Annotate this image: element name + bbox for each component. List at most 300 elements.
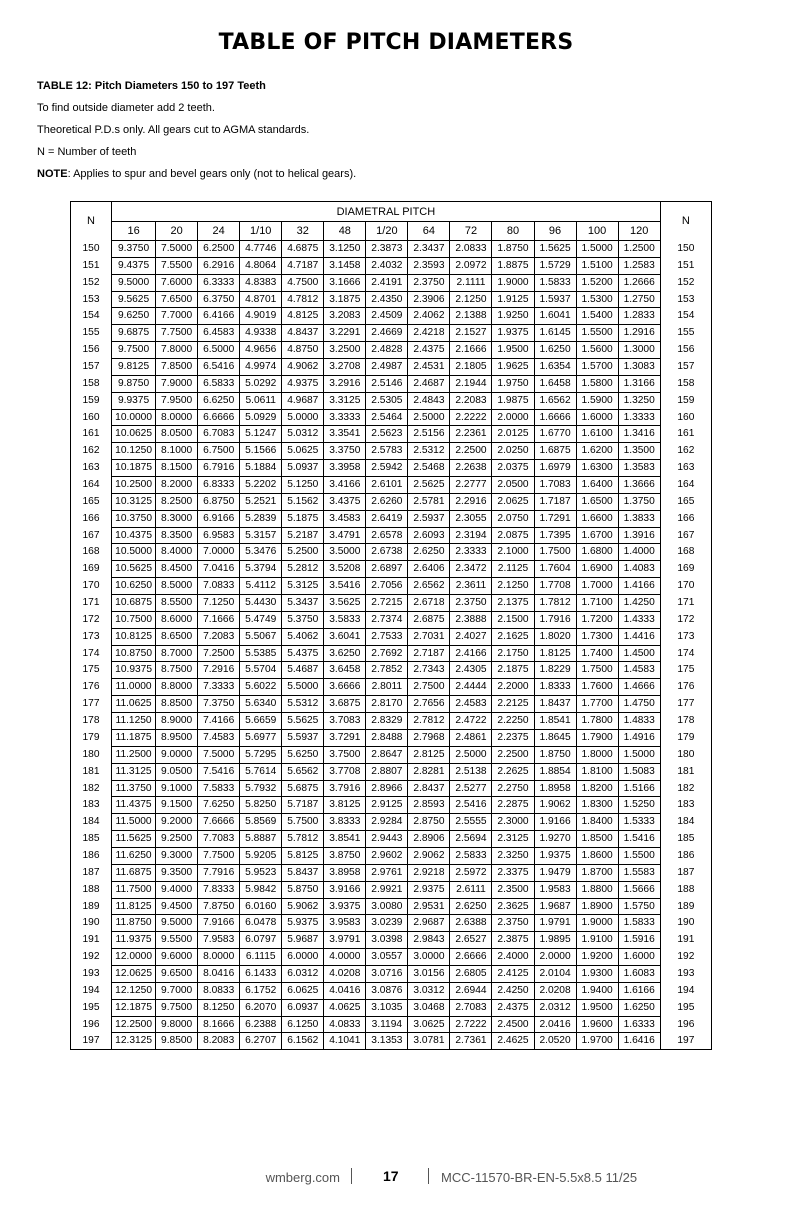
teeth-count-cell: 196	[71, 1016, 112, 1033]
table-row	[71, 578, 712, 595]
pitch-diameter-cell: 2.5000	[408, 409, 450, 426]
pitch-diameter-cell: 6.1562	[282, 1033, 324, 1050]
table-row	[71, 392, 712, 409]
pitch-diameter-cell: 5.4112	[240, 578, 282, 595]
teeth-count-cell: 190	[660, 915, 711, 932]
teeth-count-cell: 191	[71, 932, 112, 949]
pitch-diameter-cell: 2.0833	[450, 241, 492, 258]
pitch-diameter-cell: 9.4000	[156, 881, 198, 898]
pitch-diameter-cell: 2.6419	[366, 510, 408, 527]
pitch-diameter-cell: 7.0000	[198, 544, 240, 561]
table-row	[71, 527, 712, 544]
pitch-diameter-cell: 1.8400	[576, 814, 618, 831]
table-title: TABLE 12: Pitch Diameters 150 to 197 Teeth	[37, 80, 266, 92]
n-header-right: N	[660, 202, 711, 241]
pitch-diameter-cell: 1.3500	[618, 443, 660, 460]
pitch-diameter-cell: 2.0000	[534, 949, 576, 966]
pitch-diameter-cell: 4.7746	[240, 241, 282, 258]
pitch-diameter-cell: 2.3750	[408, 274, 450, 291]
pitch-column-header: 1/10	[240, 222, 282, 241]
pitch-diameter-cell: 6.2707	[240, 1033, 282, 1050]
pitch-diameter-cell: 2.5138	[450, 763, 492, 780]
pitch-diameter-cell: 1.6416	[618, 1033, 660, 1050]
pitch-diameter-cell: 7.3750	[198, 696, 240, 713]
teeth-count-cell: 195	[71, 999, 112, 1016]
pitch-diameter-cell: 2.5555	[450, 814, 492, 831]
pitch-diameter-cell: 2.9602	[366, 847, 408, 864]
footer-divider	[428, 1168, 429, 1184]
pitch-diameter-cell: 11.1250	[112, 713, 156, 730]
table-row	[71, 949, 712, 966]
pitch-diameter-cell: 2.9443	[366, 831, 408, 848]
pitch-diameter-cell: 1.9875	[492, 392, 534, 409]
pitch-diameter-cell: 5.5312	[282, 696, 324, 713]
pitch-diameter-cell: 2.4843	[408, 392, 450, 409]
pitch-diameter-cell: 10.8750	[112, 645, 156, 662]
pitch-diameter-cell: 1.4583	[618, 662, 660, 679]
teeth-count-cell: 177	[660, 696, 711, 713]
pitch-diameter-cell: 1.9250	[492, 308, 534, 325]
pitch-diameter-cell: 2.7215	[366, 595, 408, 612]
table-row	[71, 797, 712, 814]
pitch-diameter-cell: 11.8750	[112, 915, 156, 932]
teeth-count-cell: 175	[71, 662, 112, 679]
pitch-diameter-cell: 2.6897	[366, 561, 408, 578]
pitch-diameter-cell: 1.5000	[576, 241, 618, 258]
pitch-diameter-cell: 3.1194	[366, 1016, 408, 1033]
pitch-diameter-cell: 6.1433	[240, 965, 282, 982]
pitch-diameter-cell: 2.3055	[450, 510, 492, 527]
pitch-diameter-cell: 2.5468	[408, 460, 450, 477]
teeth-count-cell: 169	[71, 561, 112, 578]
pitch-diameter-cell: 2.8437	[408, 780, 450, 797]
pitch-diameter-cell: 11.4375	[112, 797, 156, 814]
pitch-diameter-cell: 5.4430	[240, 595, 282, 612]
pitch-diameter-cell: 10.9375	[112, 662, 156, 679]
pitch-diameter-cell: 2.4250	[492, 982, 534, 999]
pitch-diameter-cell: 2.6805	[450, 965, 492, 982]
pitch-diameter-cell: 3.8333	[324, 814, 366, 831]
pitch-diameter-cell: 8.0500	[156, 426, 198, 443]
pitch-diameter-cell: 1.7812	[534, 595, 576, 612]
pitch-diameter-cell: 5.6562	[282, 763, 324, 780]
pitch-diameter-cell: 2.2875	[492, 797, 534, 814]
pitch-diameter-cell: 2.1125	[492, 561, 534, 578]
pitch-diameter-cell: 3.0398	[366, 932, 408, 949]
pitch-diameter-cell: 2.3250	[492, 847, 534, 864]
pitch-diameter-cell: 1.7000	[576, 578, 618, 595]
pitch-diameter-cell: 6.2388	[240, 1016, 282, 1033]
pitch-diameter-cell: 1.8500	[576, 831, 618, 848]
pitch-diameter-cell: 9.1500	[156, 797, 198, 814]
pitch-diameter-cell: 5.7500	[282, 814, 324, 831]
pitch-diameter-cell: 2.5146	[366, 375, 408, 392]
pitch-diameter-cell: 1.8750	[534, 746, 576, 763]
pitch-diameter-cell: 2.7656	[408, 696, 450, 713]
pitch-diameter-cell: 1.9583	[534, 881, 576, 898]
pitch-diameter-cell: 6.0000	[282, 949, 324, 966]
pitch-diameter-cell: 3.9375	[324, 898, 366, 915]
pitch-diameter-cell: 1.4083	[618, 561, 660, 578]
pitch-diameter-cell: 7.1666	[198, 611, 240, 628]
teeth-count-cell: 160	[660, 409, 711, 426]
teeth-count-cell: 157	[71, 359, 112, 376]
pitch-diameter-cell: 10.6875	[112, 595, 156, 612]
pitch-diameter-cell: 2.8011	[366, 679, 408, 696]
pitch-column-header: 16	[112, 222, 156, 241]
pitch-diameter-cell: 2.6388	[450, 915, 492, 932]
pitch-diameter-cell: 2.9125	[366, 797, 408, 814]
pitch-diameter-cell: 2.8170	[366, 696, 408, 713]
pitch-diameter-cell: 9.0000	[156, 746, 198, 763]
pitch-diameter-cell: 1.7916	[534, 611, 576, 628]
pitch-diameter-cell: 2.9843	[408, 932, 450, 949]
pitch-diameter-cell: 4.9974	[240, 359, 282, 376]
table-row	[71, 510, 712, 527]
pitch-diameter-cell: 6.7916	[198, 460, 240, 477]
pitch-diameter-cell: 10.7500	[112, 611, 156, 628]
pitch-diameter-cell: 10.8125	[112, 628, 156, 645]
pitch-diameter-cell: 1.6100	[576, 426, 618, 443]
pitch-diameter-cell: 1.9700	[576, 1033, 618, 1050]
teeth-count-cell: 193	[71, 965, 112, 982]
teeth-count-cell: 160	[71, 409, 112, 426]
pitch-diameter-cell: 5.6340	[240, 696, 282, 713]
pitch-diameter-cell: 3.4166	[324, 477, 366, 494]
pitch-diameter-cell: 3.1353	[366, 1033, 408, 1050]
teeth-count-cell: 176	[660, 679, 711, 696]
pitch-diameter-cell: 2.1625	[492, 628, 534, 645]
pitch-diameter-cell: 1.3666	[618, 477, 660, 494]
pitch-diameter-cell: 1.5666	[618, 881, 660, 898]
teeth-count-cell: 178	[71, 713, 112, 730]
pitch-diameter-cell: 2.6718	[408, 595, 450, 612]
pitch-diameter-cell: 12.3125	[115, 1035, 152, 1047]
pitch-diameter-cell: 10.4375	[112, 527, 156, 544]
pitch-diameter-cell: 8.5500	[156, 595, 198, 612]
teeth-count-cell: 164	[660, 477, 711, 494]
pitch-diameter-cell: 1.9375	[492, 325, 534, 342]
table-row	[71, 780, 712, 797]
pitch-diameter-cell: 2.1000	[492, 544, 534, 561]
pitch-diameter-cell: 3.2500	[324, 342, 366, 359]
table-row	[71, 999, 712, 1016]
pitch-diameter-cell: 5.7187	[282, 797, 324, 814]
pitch-column-header: 48	[324, 222, 366, 241]
pitch-diameter-cell: 2.9218	[408, 864, 450, 881]
teeth-count-cell: 165	[660, 493, 711, 510]
pitch-diameter-cell: 6.0312	[282, 965, 324, 982]
pitch-diameter-cell: 5.6875	[282, 780, 324, 797]
pitch-diameter-cell: 2.6738	[366, 544, 408, 561]
pitch-diameter-cell: 1.2750	[618, 291, 660, 308]
pitch-diameter-cell: 1.5937	[534, 291, 576, 308]
pitch-diameter-cell: 5.2521	[240, 493, 282, 510]
table-row	[71, 679, 712, 696]
table-row	[71, 342, 712, 359]
pitch-diameter-cell: 3.2291	[324, 325, 366, 342]
teeth-count-cell: 187	[71, 864, 112, 881]
pitch-diameter-cell: 1.8958	[534, 780, 576, 797]
pitch-diameter-cell: 1.4500	[618, 645, 660, 662]
table-row	[71, 696, 712, 713]
table-row	[71, 881, 712, 898]
pitch-diameter-cell: 2.4687	[408, 375, 450, 392]
teeth-count-cell: 169	[660, 561, 711, 578]
pitch-diameter-cell: 4.9338	[240, 325, 282, 342]
pitch-diameter-cell: 2.4125	[492, 965, 534, 982]
pitch-diameter-cell: 8.8000	[156, 679, 198, 696]
pitch-diameter-cell: 2.1527	[450, 325, 492, 342]
pitch-diameter-cell: 9.8125	[112, 359, 156, 376]
pitch-diameter-cell: 3.3541	[324, 426, 366, 443]
table-row	[71, 628, 712, 645]
pitch-diameter-cell: 5.9062	[282, 898, 324, 915]
pitch-diameter-cell: 4.0208	[324, 965, 366, 982]
table-row	[71, 611, 712, 628]
pitch-diameter-cell: 1.4333	[618, 611, 660, 628]
note-text: : Applies to spur and bevel gears only (not to helical gears).	[67, 168, 357, 180]
pitch-diameter-cell: 9.5000	[156, 915, 198, 932]
pitch-diameter-cell: 1.2666	[618, 274, 660, 291]
teeth-count-cell: 183	[660, 797, 711, 814]
pitch-diameter-cell: 1.9687	[534, 898, 576, 915]
pitch-diameter-cell: 7.5500	[156, 257, 198, 274]
pitch-diameter-cell: 7.9500	[156, 392, 198, 409]
pitch-diameter-cell: 1.5333	[618, 814, 660, 831]
pitch-diameter-cell: 5.2187	[282, 527, 324, 544]
pitch-diameter-cell: 9.3000	[156, 847, 198, 864]
pitch-diameter-cell: 1.9000	[492, 274, 534, 291]
pitch-diameter-cell: 4.8437	[282, 325, 324, 342]
table-row	[71, 595, 712, 612]
pitch-diameter-cell: 2.4350	[366, 291, 408, 308]
pitch-diameter-cell: 1.5400	[576, 308, 618, 325]
pitch-diameter-cell: 6.9583	[198, 527, 240, 544]
pitch-diameter-cell: 7.9166	[198, 915, 240, 932]
pitch-diameter-cell: 9.9375	[112, 392, 156, 409]
pitch-diameter-cell: 2.3873	[366, 241, 408, 258]
teeth-count-cell: 175	[660, 662, 711, 679]
pitch-diameter-cell: 5.6977	[240, 729, 282, 746]
pitch-diameter-cell: 3.0876	[366, 982, 408, 999]
pitch-diameter-cell: 1.5833	[534, 274, 576, 291]
pitch-diameter-cell: 2.6875	[408, 611, 450, 628]
teeth-count-cell: 172	[71, 611, 112, 628]
pitch-diameter-cell: 2.5625	[408, 477, 450, 494]
pitch-diameter-cell: 2.1805	[450, 359, 492, 376]
pitch-diameter-cell: 1.8700	[576, 864, 618, 881]
pitch-diameter-cell: 6.0478	[240, 915, 282, 932]
pitch-diameter-cell: 3.3333	[324, 409, 366, 426]
pitch-diameter-cell: 1.6300	[576, 460, 618, 477]
pitch-diameter-cell: 8.5000	[156, 578, 198, 595]
pitch-diameter-cell: 2.3125	[492, 831, 534, 848]
pitch-diameter-cell: 1.8020	[534, 628, 576, 645]
pitch-diameter-cell: 3.4583	[324, 510, 366, 527]
pitch-diameter-cell: 8.4000	[156, 544, 198, 561]
pitch-diameter-cell: 1.7400	[576, 645, 618, 662]
pitch-diameter-cell: 1.6400	[576, 477, 618, 494]
pitch-diameter-cell: 2.1875	[492, 662, 534, 679]
pitch-diameter-cell: 2.6260	[366, 493, 408, 510]
pitch-diameter-cell: 3.0239	[366, 915, 408, 932]
pitch-diameter-cell: 2.0520	[534, 1033, 576, 1050]
teeth-count-cell: 191	[660, 932, 711, 949]
pitch-diameter-cell: 1.9375	[534, 847, 576, 864]
pitch-diameter-cell: 2.0312	[534, 999, 576, 1016]
pitch-diameter-cell: 2.7083	[450, 999, 492, 1016]
pitch-diameter-cell: 6.0797	[240, 932, 282, 949]
pitch-diameter-cell: 2.0125	[492, 426, 534, 443]
pitch-diameter-cell: 4.9375	[282, 375, 324, 392]
pitch-diameter-cell: 7.8000	[156, 342, 198, 359]
pitch-diameter-cell: 10.5000	[112, 544, 156, 561]
pitch-diameter-cell: 2.6250	[408, 544, 450, 561]
pitch-diameter-cell: 2.8807	[366, 763, 408, 780]
pitch-diameter-cell: 6.2070	[240, 999, 282, 1016]
pitch-diameter-cell: 2.4828	[366, 342, 408, 359]
pitch-diameter-cell: 9.3750	[112, 241, 156, 258]
pitch-diameter-cell: 10.3750	[112, 510, 156, 527]
pitch-diameter-cell: 7.2916	[198, 662, 240, 679]
pitch-column-header: 120	[618, 222, 660, 241]
pitch-diameter-cell: 5.7812	[282, 831, 324, 848]
pitch-diameter-cell: 1.9500	[576, 999, 618, 1016]
pitch-diameter-cell: 6.6666	[198, 409, 240, 426]
pitch-diameter-cell: 1.6770	[534, 426, 576, 443]
pitch-diameter-cell: 2.6666	[450, 949, 492, 966]
pitch-diameter-cell: 6.0160	[240, 898, 282, 915]
pitch-diameter-cell: 5.0292	[240, 375, 282, 392]
pitch-diameter-cell: 1.7200	[576, 611, 618, 628]
teeth-count-cell: 193	[660, 965, 711, 982]
pitch-diameter-cell: 2.2916	[450, 493, 492, 510]
pitch-diameter-cell: 1.8541	[534, 713, 576, 730]
pitch-diameter-cell: 5.1566	[240, 443, 282, 460]
pitch-diameter-cell: 3.1035	[366, 999, 408, 1016]
teeth-count-cell: 162	[71, 443, 112, 460]
pitch-diameter-cell: 2.3500	[492, 881, 534, 898]
pitch-diameter-cell: 1.7395	[534, 527, 576, 544]
pitch-diameter-cell: 3.2916	[324, 375, 366, 392]
pitch-diameter-cell: 5.9205	[240, 847, 282, 864]
pitch-diameter-cell: 1.6041	[534, 308, 576, 325]
pitch-diameter-cell: 9.5500	[156, 932, 198, 949]
pitch-diameter-cell: 1.2500	[618, 241, 660, 258]
table-row	[71, 325, 712, 342]
pitch-diameter-cell: 1.3833	[618, 510, 660, 527]
teeth-count-cell: 176	[71, 679, 112, 696]
teeth-count-cell: 161	[71, 426, 112, 443]
pitch-column-header: 1/20	[366, 222, 408, 241]
pitch-diameter-cell: 9.7500	[156, 999, 198, 1016]
pitch-diameter-cell: 5.2202	[240, 477, 282, 494]
pitch-diameter-cell: 8.7000	[156, 645, 198, 662]
pitch-diameter-cell: 1.6875	[534, 443, 576, 460]
pitch-diameter-cell: 7.6666	[198, 814, 240, 831]
pitch-diameter-cell: 1.4250	[618, 595, 660, 612]
pitch-diameter-cell: 2.4500	[492, 1016, 534, 1033]
teeth-count-cell: 168	[660, 544, 711, 561]
teeth-count-cell: 165	[71, 493, 112, 510]
pitch-diameter-cell: 2.4987	[366, 359, 408, 376]
pitch-diameter-cell: 8.3000	[156, 510, 198, 527]
pitch-diameter-cell: 9.8500	[156, 1033, 198, 1050]
pitch-diameter-cell: 1.5750	[618, 898, 660, 915]
teeth-count-cell: 187	[660, 864, 711, 881]
teeth-count-cell: 186	[71, 847, 112, 864]
pitch-diameter-cell: 1.6562	[534, 392, 576, 409]
pitch-diameter-cell: 5.8569	[240, 814, 282, 831]
pitch-diameter-cell: 8.1000	[156, 443, 198, 460]
pitch-diameter-cell: 9.1000	[156, 780, 198, 797]
teeth-count-cell: 157	[660, 359, 711, 376]
pitch-diameter-cell: 2.9062	[408, 847, 450, 864]
pitch-diameter-cell: 1.8300	[576, 797, 618, 814]
pitch-diameter-cell: 2.1750	[492, 645, 534, 662]
pitch-diameter-cell: 4.8064	[240, 257, 282, 274]
pitch-diameter-cell: 5.0312	[282, 426, 324, 443]
pitch-diameter-cell: 2.9687	[408, 915, 450, 932]
pitch-diameter-cell: 2.4218	[408, 325, 450, 342]
pitch-diameter-cell: 2.3375	[492, 864, 534, 881]
pitch-diameter-cell: 1.8600	[576, 847, 618, 864]
pitch-diameter-cell: 4.0416	[324, 982, 366, 999]
pitch-diameter-cell: 1.8437	[534, 696, 576, 713]
pitch-diameter-cell: 7.7916	[198, 864, 240, 881]
teeth-count-cell: 150	[71, 241, 112, 258]
pitch-diameter-cell: 9.0500	[156, 763, 198, 780]
pitch-diameter-cell: 6.8750	[198, 493, 240, 510]
pitch-diameter-cell: 2.7852	[366, 662, 408, 679]
pitch-diameter-cell: 2.4305	[450, 662, 492, 679]
table-row	[71, 645, 712, 662]
pitch-diameter-cell: 1.8854	[534, 763, 576, 780]
pitch-diameter-cell: 3.7500	[324, 746, 366, 763]
pitch-diameter-cell: 2.5156	[408, 426, 450, 443]
pitch-diameter-cell: 8.9500	[156, 729, 198, 746]
table-row	[71, 932, 712, 949]
pitch-diameter-cell: 2.5277	[450, 780, 492, 797]
pitch-diameter-cell: 10.6250	[112, 578, 156, 595]
pitch-diameter-cell: 3.7708	[324, 763, 366, 780]
pitch-diameter-cell: 2.7031	[408, 628, 450, 645]
note-label: NOTE	[37, 168, 68, 180]
pitch-diameter-cell: 7.8500	[156, 359, 198, 376]
teeth-count-cell: 189	[71, 898, 112, 915]
teeth-count-cell: 190	[71, 915, 112, 932]
pitch-diameter-cell: 5.3125	[282, 578, 324, 595]
pitch-diameter-cell: 2.1250	[492, 578, 534, 595]
pitch-diameter-cell: 2.8966	[366, 780, 408, 797]
table-row	[71, 493, 712, 510]
teeth-count-cell: 192	[71, 949, 112, 966]
pitch-diameter-cell: 5.1884	[240, 460, 282, 477]
table-row	[71, 460, 712, 477]
pitch-diameter-cell: 5.5385	[240, 645, 282, 662]
pitch-diameter-cell: 11.1875	[112, 729, 156, 746]
pitch-diameter-cell: 3.5000	[324, 544, 366, 561]
pitch-diameter-cell: 1.4166	[618, 578, 660, 595]
pitch-diameter-cell: 12.0625	[112, 965, 156, 982]
pitch-diameter-cell: 1.5200	[576, 274, 618, 291]
pitch-diameter-cell: 1.5300	[576, 291, 618, 308]
pitch-diameter-cell: 1.9791	[534, 915, 576, 932]
pitch-diameter-cell: 12.0000	[112, 949, 156, 966]
table-row	[71, 831, 712, 848]
pitch-diameter-cell: 4.9687	[282, 392, 324, 409]
